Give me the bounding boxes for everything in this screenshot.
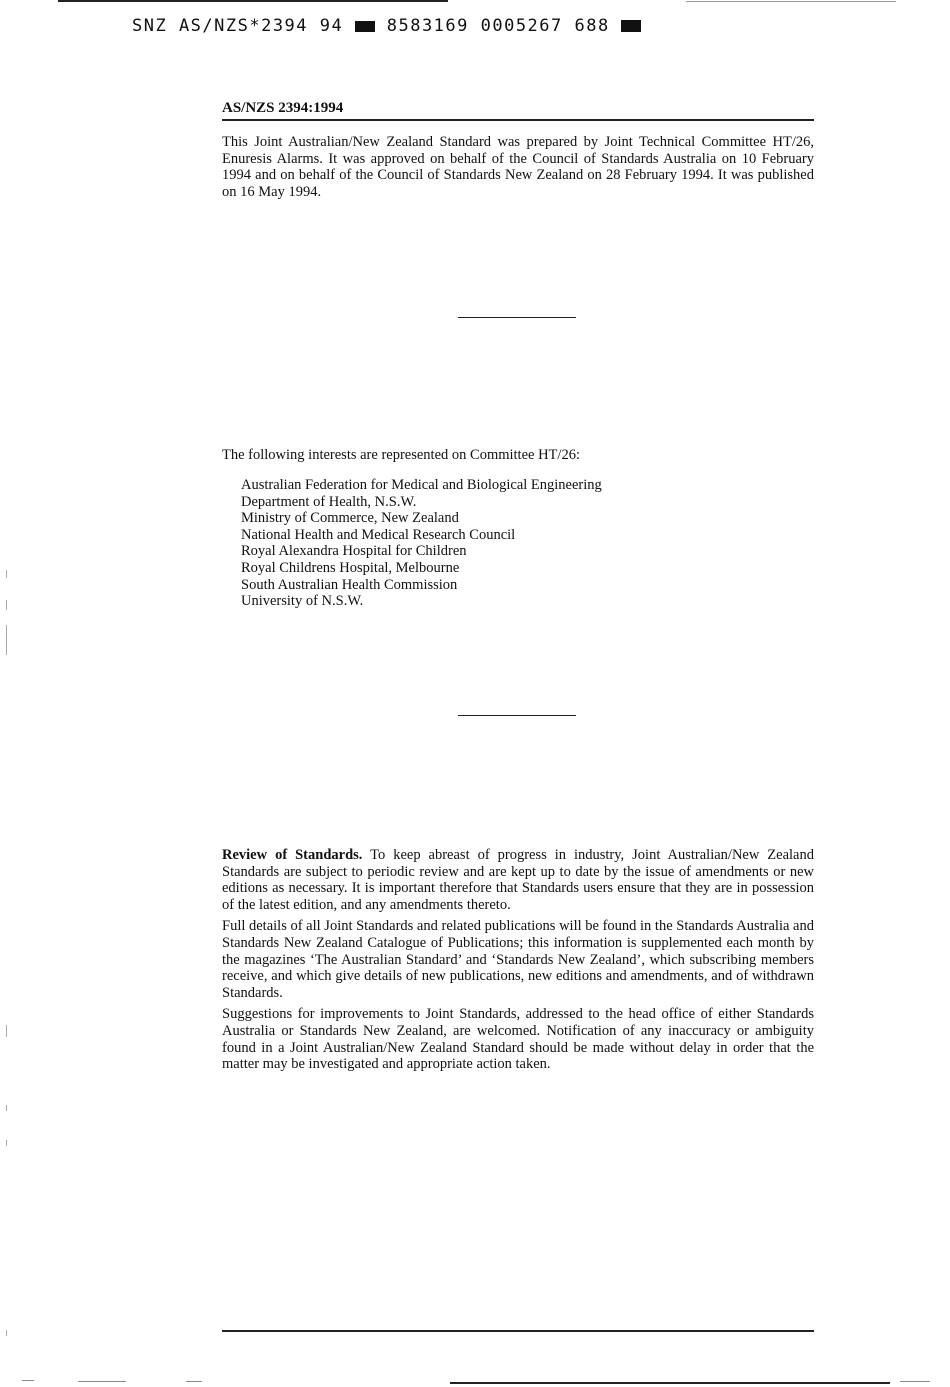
interests-intro: The following interests are represented on Committee HT/26: bbox=[222, 447, 580, 463]
list-item: National Health and Medical Research Council bbox=[241, 526, 516, 543]
preparation-statement: This Joint Australian/New Zealand Standard was prepared by Joint Technical Committee HT/26, Enuresis Alarms. It was approved on behalf of the Council of Standards Australia on 10 February 1994 and on behalf of the Council of Standards New Zealand on 28 February 1994. It was published on 16 May 1994. bbox=[222, 134, 814, 200]
list-item: South Australian Health Commission bbox=[241, 576, 458, 593]
scan-top-line-right bbox=[686, 1, 896, 2]
scan-bottom-line bbox=[450, 1382, 890, 1384]
scan-artifact bbox=[6, 600, 7, 610]
footer-rule bbox=[222, 1330, 814, 1332]
scan-artifact bbox=[22, 1380, 34, 1381]
scan-artifact bbox=[6, 1140, 7, 1146]
committee-interests-list bbox=[241, 477, 602, 610]
list-item: University of N.S.W. bbox=[241, 593, 364, 610]
scan-artifact bbox=[6, 570, 7, 578]
scan-artifact bbox=[6, 1025, 7, 1037]
review-text: To keep abreast of progress in industry, Joint Australian/New Zealand Standards are subject to periodic review and are kept up to date by the issue of amendments or new editions as necessary. It is important therefore that Standards users ensure that they are in possession of the latest edition, and any amendments thereto. bbox=[222, 847, 814, 913]
scan-artifact bbox=[186, 1381, 202, 1382]
scan-artifact bbox=[900, 1381, 930, 1382]
scan-artifact bbox=[6, 625, 7, 655]
scan-header-number: 8583169 0005267 688 bbox=[386, 16, 610, 36]
scan-artifact bbox=[78, 1381, 126, 1382]
scan-header bbox=[132, 16, 641, 36]
scan-mark-block-end bbox=[621, 20, 641, 32]
header-rule bbox=[222, 119, 814, 121]
list-item: Royal Alexandra Hospital for Children bbox=[241, 543, 467, 560]
scan-mark-block bbox=[355, 21, 375, 32]
list-item: Ministry of Commerce, New Zealand bbox=[241, 510, 459, 527]
section-separator bbox=[458, 317, 576, 318]
catalogue-paragraph: Full details of all Joint Standards and related publications will be found in the Standards Australia and Standards New Zealand Catalogue of Publications; this information is supplemented each month by the magazines ‘The Australian Standard’ and ‘Standards New Zealand’, which subscribing members receive, and which give details of new publications, new editions and amendments, and of withdrawn Standards. bbox=[222, 918, 814, 1001]
list-item: Royal Childrens Hospital, Melbourne bbox=[241, 559, 460, 576]
review-of-standards bbox=[222, 847, 814, 1078]
list-item: Australian Federation for Medical and Biological Engineering bbox=[241, 477, 602, 493]
standard-id: AS/NZS 2394:1994 bbox=[222, 100, 344, 116]
scan-top-line bbox=[58, 0, 448, 2]
section-separator bbox=[458, 715, 576, 716]
suggestions-paragraph: Suggestions for improvements to Joint Standards, addressed to the head office of either Standards Australia or Standards New Zealand, are welcomed. Notification of any inaccuracy or ambiguity found in a Joint Australian/New Zealand Standard should be made without delay in order that the matter may be investigated and appropriate action taken. bbox=[222, 1006, 814, 1073]
scan-artifact bbox=[6, 1330, 7, 1336]
scan-artifact bbox=[6, 1105, 7, 1111]
list-item: Department of Health, N.S.W. bbox=[241, 493, 417, 510]
review-paragraph bbox=[222, 847, 814, 913]
scan-header-code: SNZ AS/NZS*2394 94 bbox=[132, 16, 344, 36]
review-heading: Review of Standards. bbox=[222, 847, 363, 863]
